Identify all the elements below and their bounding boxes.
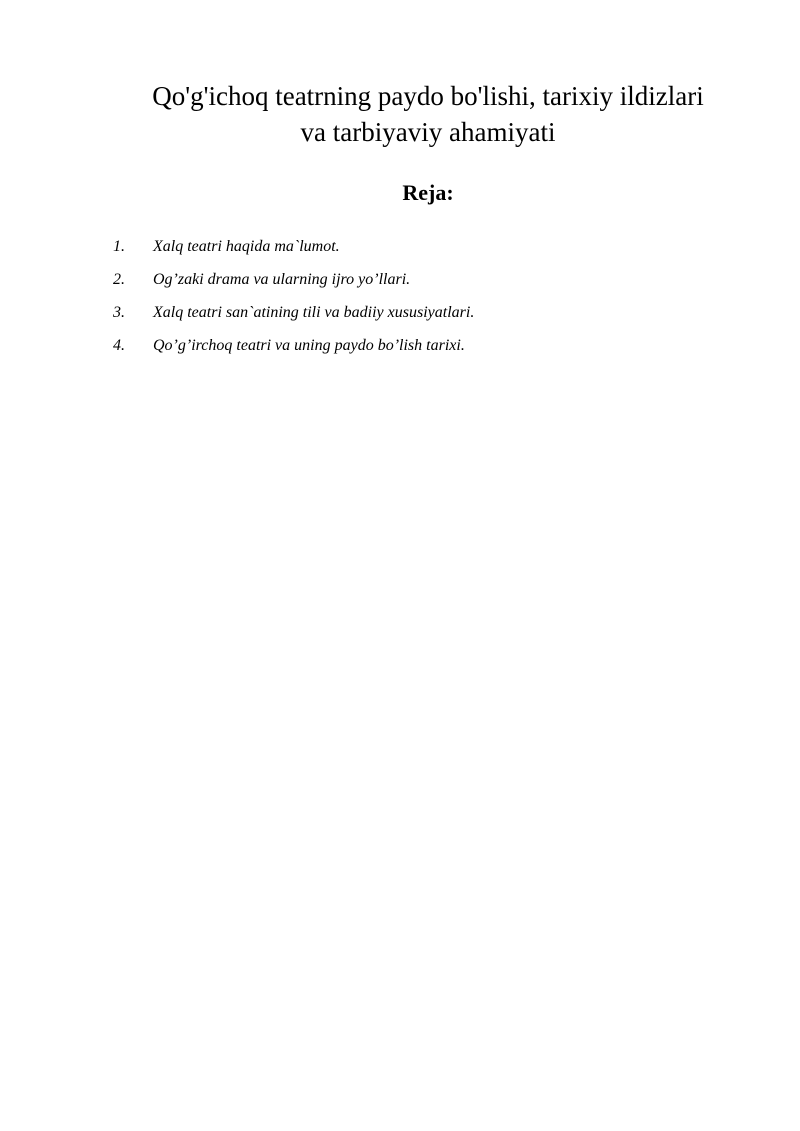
plan-item-text: Qo’g’irchoq teatri va uning paydo bo’lish tarixi. [153,337,465,354]
plan-item-2 [0,266,800,299]
plan-item-number: 3. [113,304,125,321]
plan-item-number: 1. [113,238,125,255]
document-title-line-1: Qo'g'ichoq teatrning paydo bo'lishi, tarixiy ildizlari [152,81,704,111]
plan-item-3 [0,299,800,332]
plan-item-4 [0,332,800,365]
plan-item-text: Xalq teatri san`atining tili va badiiy xususiyatlari. [153,304,475,321]
document-title [110,78,746,150]
plan-item-number: 4. [113,337,125,354]
plan-item-text: Og’zaki drama va ularning ijro yo’llari. [153,271,411,288]
document-title-line-2: va tarbiyaviy ahamiyati [300,117,556,147]
plan-list [0,233,800,365]
plan-item-text: Xalq teatri haqida ma`lumot. [153,238,340,255]
plan-item-number: 2. [113,271,125,288]
plan-heading: Reja: [402,180,454,205]
plan-item-1 [0,233,800,266]
